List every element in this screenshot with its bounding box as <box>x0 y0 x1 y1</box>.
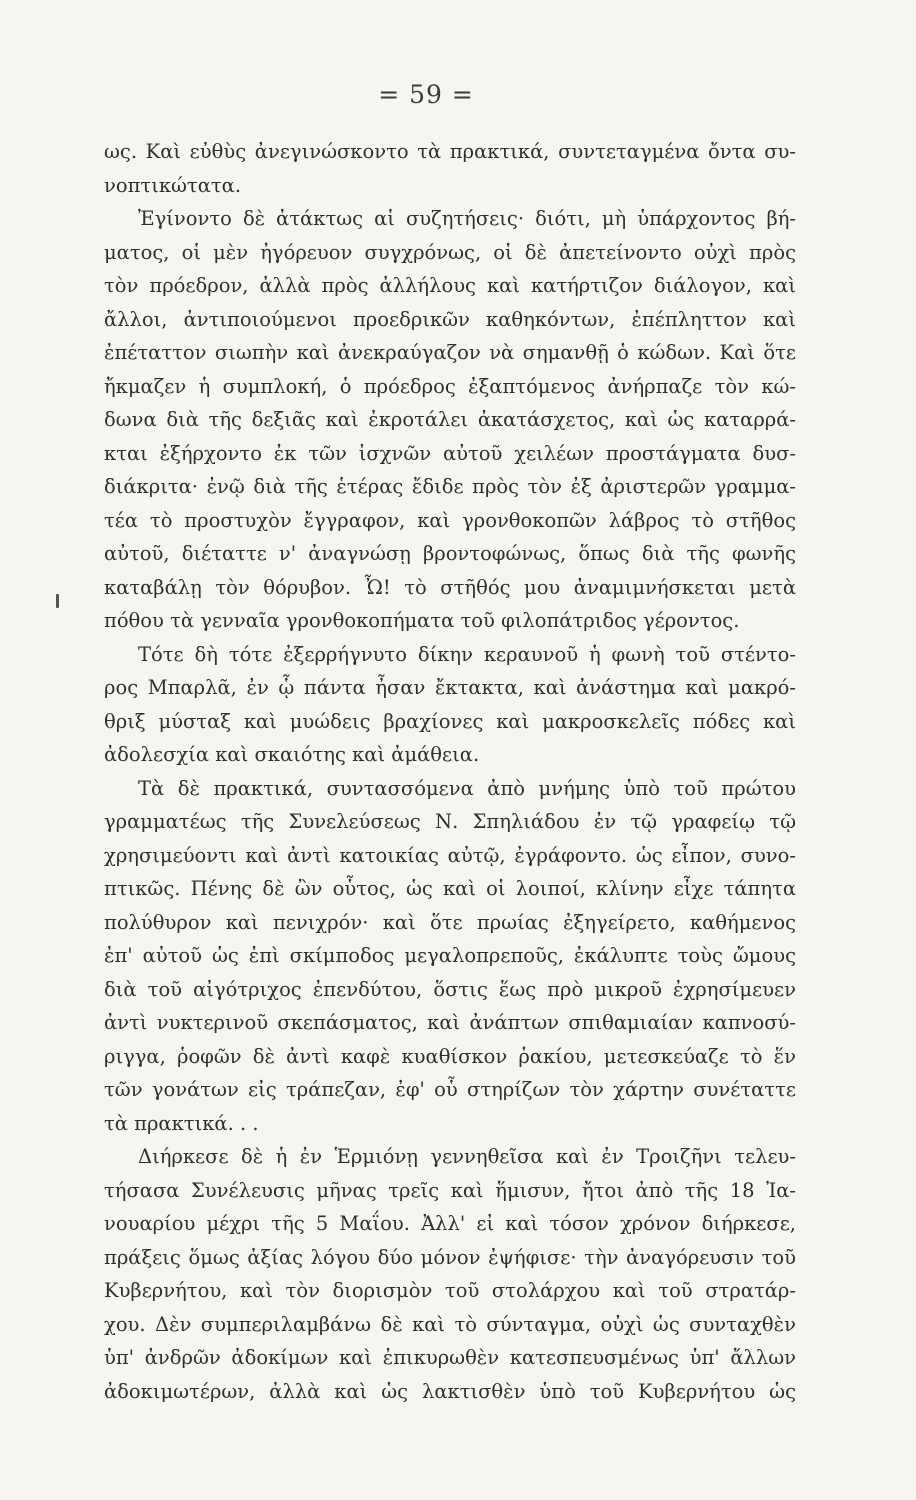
text-line: Τὰ δὲ πρακτικά, συντασσόμενα ἀπὸ μνήμης ὑπὸ τοῦ πρώτου <box>138 776 796 800</box>
text-body <box>104 135 796 1408</box>
text-line: Τότε δὴ τότε ἐξερρήγνυτο δίκην κεραυνοῦ ἡ φωνὴ τοῦ στέντο- <box>138 642 796 666</box>
text-line: ἀδοκιμωτέρων, ἀλλὰ καὶ ὡς λακτισθὲν ὑπὸ τοῦ Κυβερνήτου ὡς <box>104 1379 796 1403</box>
text-line: τῶν γονάτων εἰς τράπεζαν, ἐφ' οὗ στηρίζων τὸν χάρτην συνέταττε <box>104 1078 796 1101</box>
text-line: κται ἐξήρχοντο ἐκ τῶν ἰσχνῶν αὐτοῦ χειλέων προστάγματα δυσ- <box>104 441 796 465</box>
text-line: γραμματέως τῆς Συνελεύσεως Ν. Σπηλιάδου ἐν τῷ γραφείῳ τῷ <box>104 810 796 833</box>
text-line: διάκριτα· ἐνῷ διὰ τῆς ἑτέρας ἔδιδε πρὸς τὸν ἐξ ἀριστερῶν γραμμα- <box>104 475 796 498</box>
text-line: ἐπ' αὐτοῦ ὡς ἐπὶ σκίμποδος μεγαλοπρεποῦς, ἐκάλυπτε τοὺς ὤμους <box>104 944 796 967</box>
text-line: πτικῶς. Πένης δὲ ὢν οὗτος, ὡς καὶ οἱ λοιποί, κλίνην εἶχε τάπητα <box>104 877 796 900</box>
text-line: τέα τὸ προστυχὸν ἔγγραφον, καὶ γρονθοκοπῶν λάβρος τὸ στῆθος <box>104 508 796 532</box>
page-number: = 59 = <box>378 80 474 109</box>
text-line: Διήρκεσε δὲ ἡ ἐν Ἑρμιόνῃ γεννηθεῖσα καὶ ἐν Τροιζῆνι τελευ- <box>138 1145 796 1168</box>
text-line: διὰ τοῦ αἰγότριχος ἐπενδύτου, ὅστις ἕως πρὸ μικροῦ ἐχρησίμευεν <box>104 977 796 1001</box>
text-line: θριξ μύσταξ καὶ μυώδεις βραχίονες καὶ μακροσκελεῖς πόδες καὶ <box>104 709 796 733</box>
text-line: ριγγα, ῥοφῶν δὲ ἀντὶ καφὲ κυαθίσκον ῥακίου, μετεσκεύαζε τὸ ἕν <box>104 1044 796 1068</box>
text-line: ὑπ' ἀνδρῶν ἀδοκίμων καὶ ἐπικυρωθὲν κατεσπευσμένως ὑπ' ἄλλων <box>104 1346 796 1369</box>
text-line: χου. Δὲν συμπεριλαμβάνω δὲ καὶ τὸ σύνταγμα, οὐχὶ ὡς συνταχθὲν <box>104 1312 796 1336</box>
text-line: ρος Μπαρλᾶ, ἐν ᾧ πάντα ἦσαν ἔκτακτα, καὶ ἀνάστημα καὶ μακρό- <box>104 676 796 699</box>
text-line: ματος, οἱ μὲν ἠγόρευον συγχρόνως, οἱ δὲ ἀπετείνοντο οὐχὶ πρὸς <box>104 240 796 264</box>
text-line: πράξεις ὅμως ἀξίας λόγου δύο μόνον ἐψήφισε· τὴν ἀναγόρευσιν τοῦ <box>104 1245 796 1269</box>
text-line: τήσασα Συνέλευσις μῆνας τρεῖς καὶ ἥμισυν, ἤτοι ἀπὸ τῆς 18 Ἰα- <box>104 1178 796 1202</box>
text-line: νουαρίου μέχρι τῆς 5 Μαΐου. Ἀλλ' εἰ καὶ τόσον χρόνον διήρκεσε, <box>104 1212 796 1235</box>
text-line: αὐτοῦ, διέταττε ν' ἀναγνώσῃ βροντοφώνως, ὅπως διὰ τῆς φωνῆς <box>104 542 796 565</box>
text-line: ἄλλοι, ἀντιποιούμενοι προεδρικῶν καθηκόντων, ἐπέπληττον καὶ <box>104 307 796 331</box>
text-line: Κυβερνήτου, καὶ τὸν διορισμὸν τοῦ στολάρχου καὶ τοῦ στρατάρ- <box>104 1279 796 1302</box>
text-line: ως. Καὶ εὐθὺς ἀνεγινώσκοντο τὰ πρακτικά, συντεταγμένα ὄντα συ- <box>104 140 796 163</box>
text-line: καταβάλῃ τὸν θόρυβον. Ὦ! τὸ στῆθός μου ἀναμιμνήσκεται μετὰ <box>104 575 796 599</box>
text-line: πόθου τὰ γενναῖα γρονθοκοπήματα τοῦ φιλοπάτριδος γέροντος. <box>104 609 740 632</box>
text-line: ἀντὶ νυκτερινοῦ σκεπάσματος, καὶ ἀνάπτων σπιθαμιαίαν καπνοσύ- <box>104 1011 796 1034</box>
text-line: τὸν πρόεδρον, ἀλλὰ πρὸς ἀλλήλους καὶ κατήρτιζον διάλογον, καὶ <box>104 274 796 297</box>
text-line: πολύθυρον καὶ πενιχρόν· καὶ ὅτε πρωίας ἐξηγείρετο, καθήμενος <box>104 910 796 934</box>
text-line: ἤκμαζεν ἡ συμπλοκή, ὁ πρόεδρος ἐξαπτόμενος ἀνήρπαζε τὸν κώ- <box>104 374 796 398</box>
text-line: Ἐγίνοντο δὲ ἀτάκτως αἱ συζητήσεις· διότι, μὴ ὑπάρχοντος βή- <box>138 207 796 230</box>
text-line: ἀδολεσχία καὶ σκαιότης καὶ ἀμάθεια. <box>104 743 480 766</box>
text-line: νοπτικώτατα. <box>104 173 242 197</box>
text-line: ἐπέταττον σιωπὴν καὶ ἀνεκραύγαζον νὰ σημανθῇ ὁ κώδων. Καὶ ὅτε <box>104 341 796 364</box>
text-line: χρησιμεύοντι καὶ ἀντὶ κατοικίας αὐτῷ, ἐγράφοντο. ὡς εἶπον, συνο- <box>104 843 796 867</box>
text-line: τὰ πρακτικά. . . <box>104 1111 259 1135</box>
text-line: δωνα διὰ τῆς δεξιᾶς καὶ ἐκροτάλει ἀκατάσχετος, καὶ ὡς καταρρά- <box>104 408 796 431</box>
margin-mark <box>56 594 59 608</box>
